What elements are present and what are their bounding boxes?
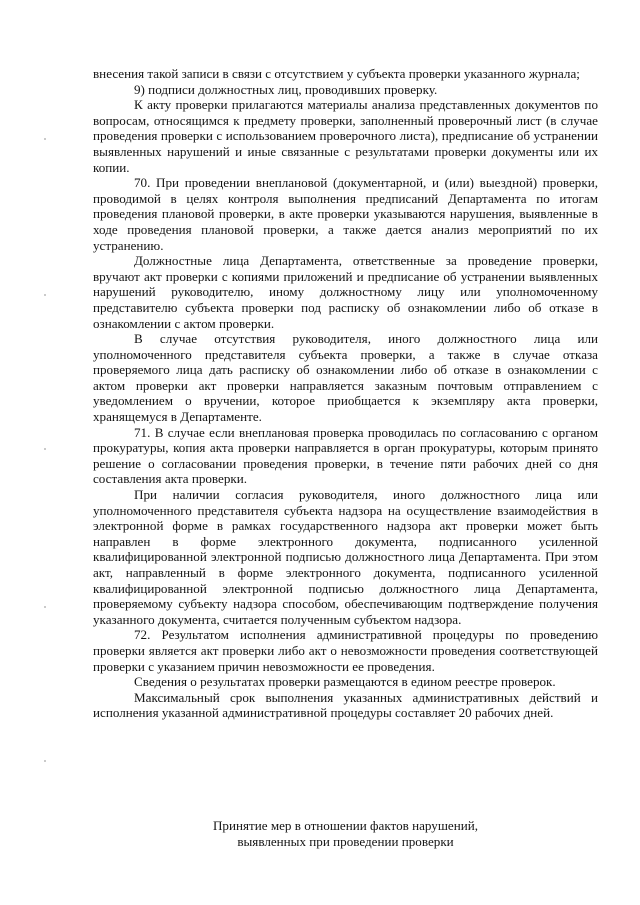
margin-mark xyxy=(44,294,46,296)
paragraph: В случае отсутствия руководителя, иного должностного лица или уполномоченного представителя субъекта проверки, а также в случае отказа проверяемого лица дать расписку об ознакомлении либо об отказе в ознакомлении с актом проверки акт проверки направляется заказным почтовым отправлением с уведомлением о вручении, которое приобщается к экземпляру акта проверки, хранящемуся в Департаменте. xyxy=(93,331,598,425)
paragraph: 71. В случае если внеплановая проверка проводилась по согласованию с органом прокуратуры, копия акта проверки направляется в орган прокуратуры, которым принято решение о согласовании проведения проверки, в течение пяти рабочих дней со дня составления акта проверки. xyxy=(93,424,598,487)
paragraph: При наличии согласия руководителя, иного должностного лица или уполномоченного представителя субъекта надзора на осуществление взаимодействия в электронной форме в рамках государственного надзора акт проверки может быть направлен в форме электронного документа, подписанного усиленной квалифицированной электронной подписью должностного лица Департамента. При этом акт, направленный в форме электронного документа, подписанного усиленной квалифицированной электронной подписью должностного лица Департамента, проверяемому субъекту надзора способом, обеспечивающим подтверждение получения указанного документа, считается полученным субъектом надзора. xyxy=(93,487,598,627)
margin-mark xyxy=(44,138,46,140)
paragraph: 9) подписи должностных лиц, проводивших проверку. xyxy=(134,81,438,97)
paragraph: Должностные лица Департамента, ответственные за проведение проверки, вручают акт проверки с копиями приложений и предписание об устранении выявленных нарушений руководителю, иному должностному лицу или уполномоченному представителю субъекта проверки под расписку об ознакомлении либо об отказе в ознакомлении с актом проверки. xyxy=(93,253,598,331)
paragraph: Сведения о результатах проверки размещаются в едином реестре проверок. xyxy=(134,674,556,690)
margin-mark xyxy=(44,760,46,762)
paragraph: 72. Результатом исполнения административной процедуры по проведению проверки является акт проверки либо акт о невозможности проведения соответствующей проверки с указанием причин невозможности ее проведения. xyxy=(93,627,598,674)
paragraph: К акту проверки прилагаются материалы анализа представленных документов по вопросам, относящимся к предмету проверки, заполненный проверочный лист (в случае проведения проверки с использованием проверочного листа), предписание об устранении выявленных нарушений и иные связанные с результатами проверки документы или их копии. xyxy=(93,97,598,175)
margin-mark xyxy=(44,448,46,450)
paragraph: Максимальный срок выполнения указанных административных действий и исполнения указанной административной процедуры составляет 20 рабочих дней. xyxy=(93,689,598,721)
paragraph: внесения такой записи в связи с отсутствием у субъекта проверки указанного журнала; xyxy=(93,66,580,81)
document-body xyxy=(93,66,598,721)
section-heading xyxy=(93,818,598,849)
section-heading-line: выявленных при проведении проверки xyxy=(237,833,454,849)
paragraph: 70. При проведении внеплановой (документарной, и (или) выездной) проверки, проводимой в целях контроля выполнения предписаний Департамента по итогам проведения плановой проверки, в акте проверки указываются нарушения, выявленные в ходе проведения плановой проверки, а также дается анализ мероприятий по их устранению. xyxy=(93,175,598,253)
margin-mark xyxy=(44,606,46,608)
section-heading-line: Принятие мер в отношении фактов нарушений, xyxy=(212,818,479,833)
